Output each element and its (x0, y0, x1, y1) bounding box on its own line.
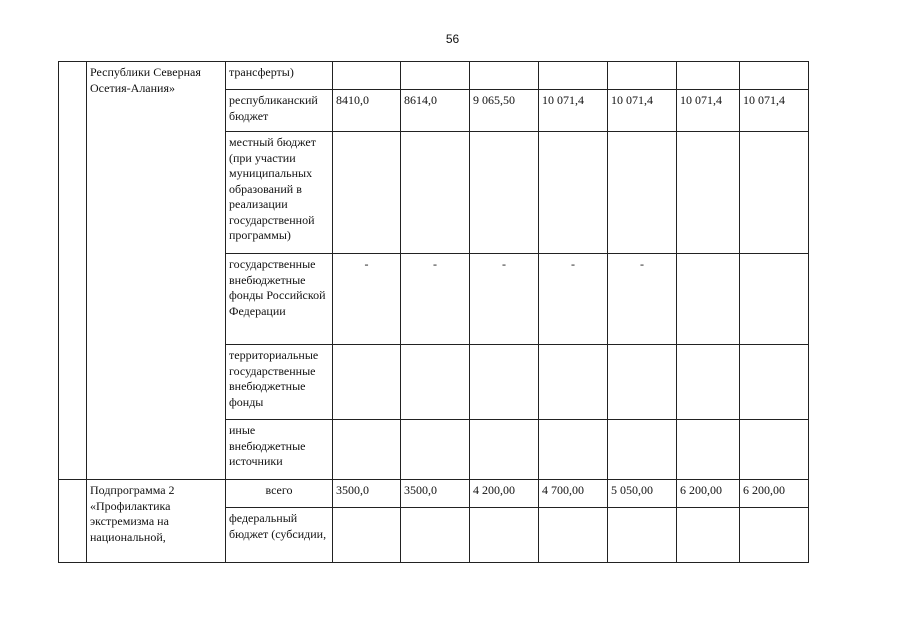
value-cell: - (539, 254, 608, 345)
value-cell (470, 508, 539, 563)
value-cell: 4 700,00 (539, 480, 608, 508)
table-row (59, 62, 809, 90)
source-cell: трансферты) (226, 62, 333, 90)
table-row (59, 480, 809, 508)
source-cell: иные внебюджетные источники (226, 420, 333, 480)
value-cell (608, 345, 677, 420)
value-cell: 3500,0 (401, 480, 470, 508)
value-cell: - (333, 254, 401, 345)
value-cell (401, 345, 470, 420)
value-cell: 8410,0 (333, 90, 401, 132)
value-cell: 6 200,00 (740, 480, 809, 508)
value-cell (401, 420, 470, 480)
value-cell: 4 200,00 (470, 480, 539, 508)
source-cell: местный бюджет (при участии муниципальных образований в реализации государственной программы) (226, 132, 333, 254)
value-cell (677, 345, 740, 420)
value-cell (677, 508, 740, 563)
value-cell (608, 508, 677, 563)
value-cell (333, 420, 401, 480)
value-cell (470, 345, 539, 420)
value-cell (333, 132, 401, 254)
value-cell (608, 62, 677, 90)
value-cell (333, 508, 401, 563)
value-cell: - (401, 254, 470, 345)
value-cell (470, 132, 539, 254)
value-cell: 10 071,4 (677, 90, 740, 132)
value-cell: - (608, 254, 677, 345)
value-cell: 3500,0 (333, 480, 401, 508)
value-cell (539, 420, 608, 480)
source-cell: федеральный бюджет (субсидии, (226, 508, 333, 563)
value-cell (608, 420, 677, 480)
index-cell (59, 62, 87, 480)
value-cell (740, 420, 809, 480)
value-cell (677, 132, 740, 254)
value-cell (470, 420, 539, 480)
value-cell (740, 62, 809, 90)
value-cell (539, 508, 608, 563)
value-cell: 5 050,00 (608, 480, 677, 508)
value-cell (740, 132, 809, 254)
value-cell (539, 132, 608, 254)
value-cell (401, 132, 470, 254)
value-cell (740, 254, 809, 345)
value-cell (740, 508, 809, 563)
value-cell (608, 132, 677, 254)
value-cell (677, 62, 740, 90)
page-number: 56 (445, 32, 460, 46)
value-cell (333, 345, 401, 420)
value-cell: 10 071,4 (740, 90, 809, 132)
value-cell (677, 254, 740, 345)
value-cell (333, 62, 401, 90)
source-cell: государственные внебюджетные фонды Российской Федерации (226, 254, 333, 345)
value-cell: 10 071,4 (608, 90, 677, 132)
value-cell: 10 071,4 (539, 90, 608, 132)
source-cell: всего (226, 480, 333, 508)
index-cell (59, 480, 87, 563)
value-cell: - (470, 254, 539, 345)
value-cell (401, 62, 470, 90)
value-cell (470, 62, 539, 90)
program-name-cell: Республики Северная Осетия-Алания» (87, 62, 226, 480)
source-cell: территориальные государственные внебюджетные фонды (226, 345, 333, 420)
value-cell (401, 508, 470, 563)
value-cell: 6 200,00 (677, 480, 740, 508)
budget-table (58, 61, 809, 563)
value-cell: 8614,0 (401, 90, 470, 132)
value-cell (539, 62, 608, 90)
value-cell (539, 345, 608, 420)
value-cell (677, 420, 740, 480)
value-cell: 9 065,50 (470, 90, 539, 132)
program-name-cell: Подпрограмма 2 «Профилактика экстремизма на национальной, (87, 480, 226, 563)
source-cell: республиканский бюджет (226, 90, 333, 132)
value-cell (740, 345, 809, 420)
